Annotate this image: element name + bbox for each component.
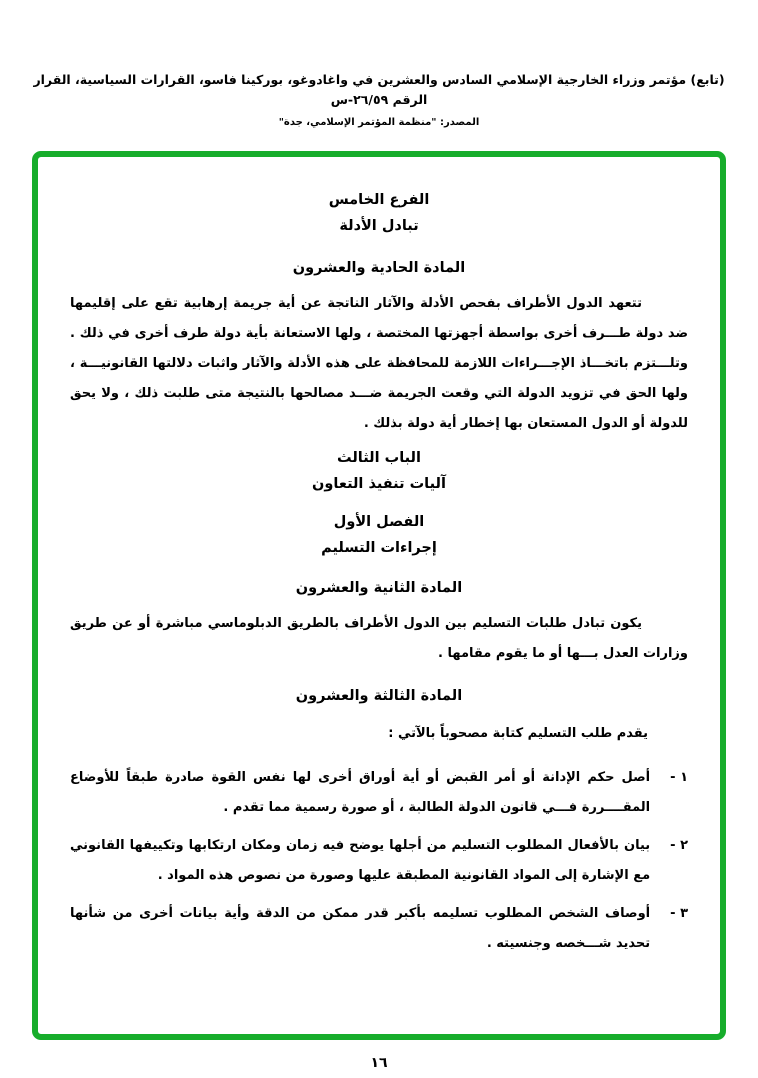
list-item <box>70 899 688 959</box>
part-one-heading: الفصل الأول <box>333 514 425 530</box>
list-item <box>70 763 688 823</box>
part-one-subheading: إجراءات التسليم <box>321 540 437 556</box>
article-21-title: المادة الحادية والعشرون <box>292 260 466 276</box>
article-23-intro: يقدم طلب التسليم كتابة مصحوباً بالآتي : <box>388 726 648 741</box>
list-item-text: أصل حكم الإدانة أو أمر القبض أو أية أوراق أخرى لها نفس القوة صادرة طبقاً للأوضاع المقــــررة فـــي قانون الدولة الطالبة ، أو صورة رسمية مما تقدم . <box>70 770 651 815</box>
chapter-three-subheading: آليات تنفيذ التعاون <box>312 476 446 492</box>
article-21-text: تتعهد الدول الأطراف بفحص الأدلة والآثار الناتجة عن أية جريمة إرهابية تقع على إقليمها ضد دولة طـــرف أخرى بواسطة أجهزتها المختصة ، ولها الاستعانة بأية دولة طرف أخرى في ذلك . وتلـــتزم باتخـــاذ الإجـــراءات اللازمة للمحافظة على هذه الأدلة والآثار واثبات دلالتها القانونيـــة ، ولها الحق في تزويد الدولة التي وقعت الجريمة ضـــد مصالحها بالنتيجة متى طلبت ذلك ، ولا يحق للدولة أو الدول المستعان بها إخطار أية دولة بذلك . <box>70 296 688 431</box>
document-header <box>0 0 758 130</box>
list-item-text: أوصاف الشخص المطلوب تسليمه بأكبر قدر ممكن من الدقة وأية بيانات أخرى من شأنها تحديد شـــخصه وجنسيته . <box>70 906 651 951</box>
header-title: (تابع) مؤتمر وزراء الخارجية الإسلامي السادس والعشرين في واغادوغو، بوركينا فاسو، القرارات السياسية، القرار الرقم ٢٦/٥٩-س <box>33 72 725 107</box>
list-item-number: ١ - <box>670 770 688 785</box>
section-five-heading: الفرع الخامس <box>328 192 430 208</box>
list-item-number: ٣ - <box>670 906 688 921</box>
article-22-text: يكون تبادل طلبات التسليم بين الدول الأطراف بالطريق الدبلوماسي مباشرة أو عن طريق وزارات العدل بـــها أو ما يقوم مقامها . <box>70 616 688 661</box>
list-item <box>70 831 688 891</box>
list-item-number: ٢ - <box>670 838 688 853</box>
section-five-subheading: تبادل الأدلة <box>339 218 419 234</box>
content-border-box <box>32 151 726 1040</box>
article-23-list <box>70 763 688 959</box>
list-item-text: بيان بالأفعال المطلوب التسليم من أجلها يوضح فيه زمان ومكان ارتكابها وتكييفها القانوني مع الإشارة إلى المواد القانونية المطبقة عليها وصورة من نصوص هذه المواد . <box>70 838 651 883</box>
article-22-title: المادة الثانية والعشرون <box>295 580 463 596</box>
chapter-three-heading: الباب الثالث <box>337 450 421 466</box>
article-23-title: المادة الثالثة والعشرون <box>295 688 463 704</box>
header-source: المصدر: "منظمة المؤتمر الإسلامي، جدة" <box>278 117 480 128</box>
page-number: ١٦ <box>370 1055 388 1071</box>
